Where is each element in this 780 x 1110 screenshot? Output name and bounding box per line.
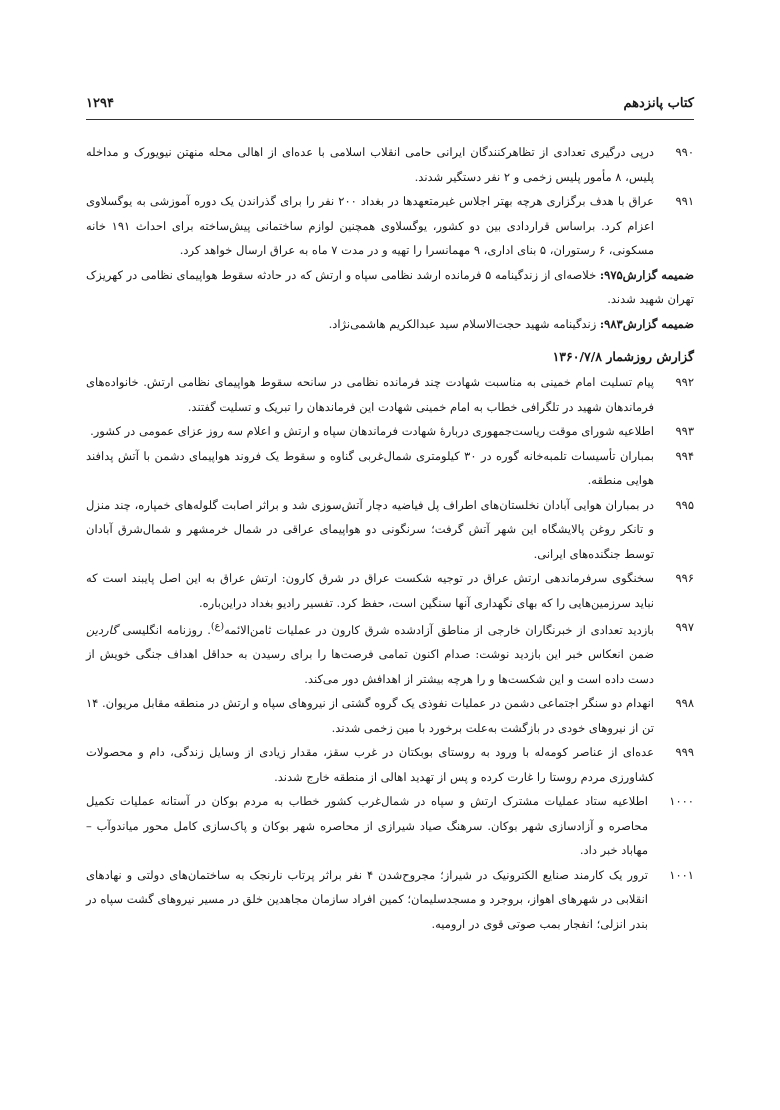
entry-text: پیام تسلیت امام خمینی به مناسبت شهادت چند فرمانده نظامی در سانحه سقوط هواپیمای نظامی ارتش. خانواده‌های فرماندهان شهید در تلگرافی خطاب به امام خمینی شهادت این فرماندهان را تبریک و تسلیت گفتند.: [86, 375, 654, 414]
report-entry-992: [86, 370, 694, 419]
entry-text: سخنگوی سرفرماندهی ارتش عراق در توجیه شکست عراق در شرق کارون: ارتش عراق به این اصل پایبند است که نباید سرزمین‌هایی را که بهای نگهداری آنها سنگین است، حفظ کرد. تفسیر رادیو بغداد دراین‌باره.: [86, 571, 654, 610]
appendix-975: [86, 263, 694, 312]
report-entry-1000: [86, 789, 694, 863]
entry-text: بمباران تأسیسات تلمبه‌خانه گوره در ۳۰ کیلومتری شمال‌غربی گناوه و سقوط یک فروند هواپیمای دشمن با آتش پدافند هوایی منطقه.: [86, 448, 654, 487]
entry-text: عراق با هدف برگزاری هرچه بهتر اجلاس غیرمتعهدها در بغداد ۲۰۰ نفر را برای گذراندن یک دوره آموزشی به یوگسلاوی اعزام کرد. براساس قراردادی بین دو کشور، یوگسلاوی همچنین لوازم ساختمانی پیش‌ساخته برای احداث ۱۹۱ خانه مسکونی، ۶ رستوران، ۵ بنای اداری، ۹ مهمانسرا را تهیه و در مدت ۷ ماه به عراق ارسال خواهد کرد.: [86, 194, 654, 257]
appendix-text: خلاصه‌ای از زندگینامه ۵ فرمانده ارشد نظامی سپاه و ارتش که در حادثه سقوط هواپیمای نظامی در کهریزک تهران شهید شدند.: [86, 267, 694, 306]
appendix-983: [86, 312, 694, 337]
appendix-label: ضمیمه گزارش۹۷۵:: [599, 267, 694, 282]
entry-text-c: ضمن انعکاس خبر این بازدید نوشت: صدام اکنون تمامی فرصت‌ها را برای رسیدن به حداقل اهداف جنگی خویش از دست داده است و این شکست‌ها و را هرچه بیشتر از اهدافش دور می‌کند.: [86, 647, 654, 686]
honorific-mark: (ع): [210, 621, 225, 632]
report-entry-993: [86, 419, 694, 444]
entry-number: ۹۹۷: [675, 620, 694, 634]
report-entry-997: [86, 615, 694, 691]
entry-number: ۹۹۲: [675, 375, 694, 389]
entry-text: درپی درگیری تعدادی از تظاهرکنندگان ایرانی حامی انقلاب اسلامی با عده‌ای از اهالی محله منهتن نیویورک و مداخله پلیس، ۸ مأمور پلیس زخمی و ۲ نفر دستگیر شدند.: [86, 145, 654, 184]
entry-number: ۱۰۰۰: [669, 794, 694, 809]
report-entry-1001: [86, 863, 694, 937]
report-entry-999: [86, 740, 694, 789]
header-divider: [86, 119, 694, 120]
appendix-text: زندگینامه شهید حجت‌الاسلام سید عبدالکریم هاشمی‌نژاد.: [328, 316, 597, 331]
newspaper-name: گاردین: [86, 622, 118, 637]
entry-number: ۹۹۳: [675, 424, 694, 438]
report-entry-994: [86, 444, 694, 493]
entry-text: اطلاعیه شورای موقت ریاست‌جمهوری دربارهٔ شهادت فرماندهان سپاه و ارتش و اعلام سه روز عزای عمومی در کشور.: [90, 424, 654, 438]
entry-text: ترور یک کارمند صنایع الکترونیک در شیراز؛ مجروح‌شدن ۴ نفر براثر پرتاب نارنجک به ساختمان‌های دولتی و نهادهای انقلابی در شهرهای اهواز، بروجرد و مسجدسلیمان؛ کمین افراد سازمان مجاهدین خلق در مسیر نیروهای گشت سپاه در بندر انزلی؛ انفجار بمب صوتی قوی در ارومیه.: [86, 867, 648, 931]
entry-text-b: . روزنامه انگلیسی: [122, 622, 211, 637]
report-entry-991: [86, 189, 694, 263]
report-entry-990: [86, 140, 694, 189]
entry-number: ۹۹۸: [675, 696, 694, 711]
report-entry-996: [86, 566, 694, 615]
section-title: گزارش روزشمار ۱۳۶۰/۷/۸: [552, 349, 694, 364]
report-entry-995: [86, 493, 694, 567]
entry-number: ۹۹۶: [675, 571, 694, 585]
page-content: [86, 140, 694, 1082]
entry-number: ۹۹۱: [675, 194, 694, 208]
appendix-label: ضمیمه گزارش۹۸۳:: [599, 316, 694, 331]
entry-text-a: بازدید تعدادی از خبرنگاران خارجی از مناطق آزادشده شرق کارون در عملیات ثامن‌الائمه: [224, 622, 654, 637]
entry-number: ۹۹۹: [675, 745, 694, 760]
entry-number: ۹۹۵: [675, 497, 694, 512]
entry-text: اطلاعیه ستاد عملیات مشترک ارتش و سپاه در شمال‌غرب کشور خطاب به مردم بوکان در آستانه عملیات تکمیل محاصره و آزادسازی شهر بوکان. سرهنگ صیاد شیرازی از محاصره شهر بوکان و پاک‌سازی کامل محور میاندوآب – مهاباد خبر داد.: [86, 794, 648, 858]
report-entry-998: [86, 691, 694, 740]
book-title: کتاب پانزدهم: [623, 96, 694, 111]
entry-text: در بمباران هوایی آبادان نخلستان‌های اطراف پل فیاضیه دچار آتش‌سوزی شد و براثر اصابت گلوله‌های خمپاره، چند منزل و تانکر روغن پالایشگاه این شهر آتش گرفت؛ سرنگونی دو هواپیمای عراقی در شمال خرمشهر و شمال‌شرق آبادان توسط جنگنده‌های ایرانی.: [86, 497, 654, 561]
entry-number: ۱۰۰۱: [669, 867, 694, 882]
entry-text: عده‌ای از عناصر کومه‌له با ورود به روستای بوبکتان در غرب سقز، مقدار زیادی از وسایل زندگی، دام و محصولات کشاورزی مردم روستا را غارت کرده و پس از تهدید اهالی از منطقه خارج شدند.: [86, 745, 654, 784]
entry-text: انهدام دو سنگر اجتماعی دشمن در عملیات نفوذی یک گروه گشتی از نیروهای سپاه و ارتش در منطقه مقابل مریوان. ۱۴ تن از نیروهای خودی در بازگشت به‌علت برخورد با مین زخمی شدند.: [86, 696, 654, 735]
entry-number: ۹۹۰: [675, 145, 694, 159]
entry-number: ۹۹۴: [675, 448, 694, 463]
page-header: [86, 92, 694, 118]
page-number: ۱۲۹۴: [86, 96, 114, 111]
